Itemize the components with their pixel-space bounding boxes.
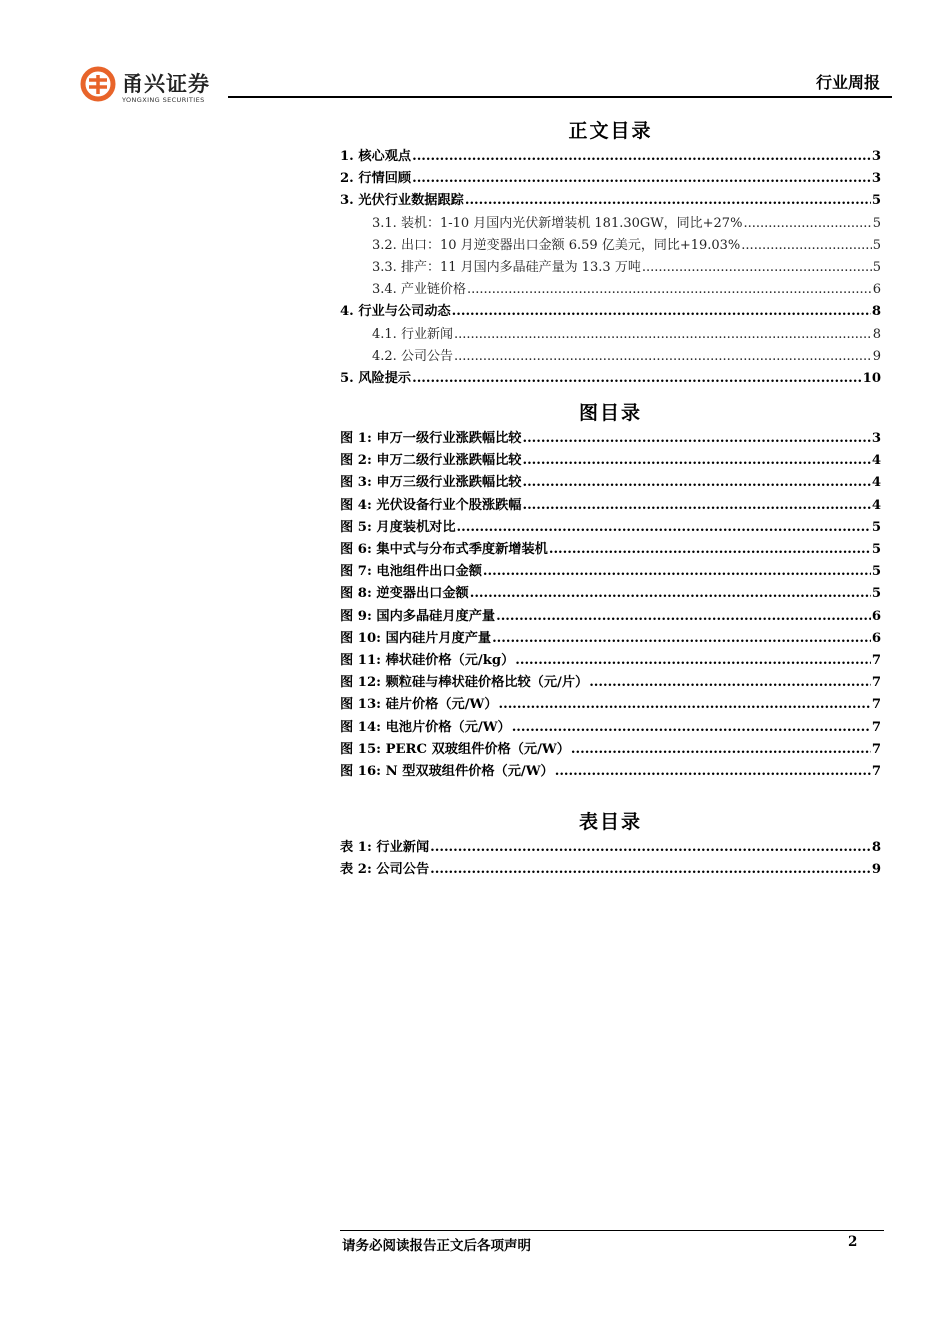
figure-entry[interactable] xyxy=(340,739,881,761)
leader-dots xyxy=(571,739,871,761)
figure-entry-label: 图 10: 国内硅片月度产量 xyxy=(340,630,492,646)
footer-divider xyxy=(340,1230,884,1231)
toc-entry-label: 3.1. 装机：1-10 月国内光伏新增装机 181.30GW，同比+27% xyxy=(372,215,743,231)
toc-entry-page: 5 xyxy=(872,237,881,253)
toc-entry[interactable] xyxy=(340,368,881,390)
toc-entry[interactable] xyxy=(340,346,881,368)
figure-entry[interactable] xyxy=(340,628,881,650)
toc-entry[interactable] xyxy=(340,213,881,235)
toc-entry-label: 4.1. 行业新闻 xyxy=(372,326,453,342)
leader-dots xyxy=(496,606,871,628)
figure-entry-page: 7 xyxy=(871,719,881,735)
figure-entry[interactable] xyxy=(340,583,881,605)
figure-entry-page: 6 xyxy=(871,608,881,624)
figures-title: 图目录 xyxy=(578,402,642,425)
table-entry-label: 表 1: 行业新闻 xyxy=(340,840,430,856)
toc-entry-page: 3 xyxy=(871,171,881,187)
header-divider xyxy=(228,96,892,98)
leader-dots xyxy=(465,190,871,212)
footer-disclaimer: 请务必阅读报告正文后各项声明 xyxy=(342,1238,531,1254)
toc-entry-label: 3.3. 排产：11 月国内多晶硅产量为 13.3 万吨 xyxy=(372,259,641,275)
leader-dots xyxy=(743,213,871,235)
toc-title: 正文目录 xyxy=(568,120,653,142)
figure-entry[interactable] xyxy=(340,495,881,517)
toc-entry-label: 3. 光伏行业数据跟踪 xyxy=(340,193,464,209)
figure-entry[interactable] xyxy=(340,428,881,450)
report-type-label: 行业周报 xyxy=(815,73,880,92)
figure-entry-page: 7 xyxy=(871,652,881,668)
toc-entry-page: 5 xyxy=(872,215,881,231)
figure-entry-label: 图 14: 电池片价格（元/W） xyxy=(340,719,511,735)
toc-entry[interactable] xyxy=(340,146,881,168)
figure-entry-page: 5 xyxy=(871,519,881,535)
leader-dots xyxy=(522,450,870,472)
toc-list xyxy=(340,146,881,390)
logo-text-cn: 甬兴证券 xyxy=(122,72,210,96)
toc-entry-page: 3 xyxy=(871,149,881,164)
figure-entry[interactable] xyxy=(340,472,881,494)
figure-entry[interactable] xyxy=(340,761,881,783)
figure-entry-page: 7 xyxy=(871,741,881,757)
figure-entry[interactable] xyxy=(340,539,881,561)
figure-entry-label: 图 1: 申万一级行业涨跌幅比较 xyxy=(340,431,522,447)
toc-entry-label: 5. 风险提示 xyxy=(340,370,412,386)
figure-entry-label: 图 2: 申万二级行业涨跌幅比较 xyxy=(340,453,522,469)
figure-entry-page: 5 xyxy=(871,542,881,557)
figure-entry-label: 图 4: 光伏设备行业个股涨跌幅 xyxy=(340,497,522,513)
leader-dots xyxy=(555,761,871,783)
toc-entry[interactable] xyxy=(340,168,881,190)
figure-entry[interactable] xyxy=(340,672,881,694)
logo-text-en: YONGXING SECURITIES xyxy=(122,96,205,104)
toc-entry-page: 8 xyxy=(871,304,881,320)
leader-dots xyxy=(589,672,871,694)
figure-entry[interactable] xyxy=(340,450,881,472)
figure-entry-page: 4 xyxy=(871,475,881,491)
leader-dots xyxy=(452,301,871,323)
toc-entry-page: 9 xyxy=(872,348,881,364)
figure-entry[interactable] xyxy=(340,517,881,539)
figure-entry[interactable] xyxy=(340,717,881,739)
figure-entry[interactable] xyxy=(340,561,881,583)
figure-entry-page: 6 xyxy=(871,630,881,646)
leader-dots xyxy=(549,539,871,561)
leader-dots xyxy=(522,428,870,450)
toc-entry[interactable] xyxy=(340,257,881,279)
toc-entry-label: 2. 行情回顾 xyxy=(340,171,412,187)
toc-entry-page: 5 xyxy=(872,259,881,275)
leader-dots xyxy=(412,168,871,190)
toc-entry-label: 4. 行业与公司动态 xyxy=(340,304,451,320)
figure-entry-label: 图 15: PERC 双玻组件价格（元/W） xyxy=(340,741,570,757)
toc-entry-page: 8 xyxy=(872,326,881,342)
figure-entry-label: 图 11: 棒状硅价格（元/kg） xyxy=(340,652,515,668)
figure-entry-page: 5 xyxy=(871,564,881,580)
toc-entry[interactable] xyxy=(340,279,881,301)
toc-entry[interactable] xyxy=(340,235,881,257)
leader-dots xyxy=(430,859,871,881)
toc-entry[interactable] xyxy=(340,190,881,212)
leader-dots xyxy=(522,472,870,494)
toc-entry-page: 10 xyxy=(862,370,881,386)
yongxing-logo-icon xyxy=(80,66,116,102)
leader-dots xyxy=(457,517,871,539)
figure-entry-page: 3 xyxy=(871,431,881,447)
leader-dots xyxy=(512,717,871,739)
leader-dots xyxy=(515,650,871,672)
leader-dots xyxy=(454,324,872,346)
figure-entry-label: 图 8: 逆变器出口金额 xyxy=(340,586,469,602)
figure-entry-label: 图 6: 集中式与分布式季度新增装机 xyxy=(340,542,548,557)
figure-entry[interactable] xyxy=(340,694,881,716)
leader-dots xyxy=(492,628,871,650)
table-entry-page: 8 xyxy=(871,840,881,856)
figure-entry-label: 图 9: 国内多晶硅月度产量 xyxy=(340,608,496,624)
figure-entry[interactable] xyxy=(340,650,881,672)
leader-dots xyxy=(642,257,872,279)
toc-entry-page: 6 xyxy=(872,282,881,298)
figures-list xyxy=(340,428,881,783)
leader-dots xyxy=(522,495,870,517)
leader-dots xyxy=(412,146,871,168)
leader-dots xyxy=(483,561,871,583)
leader-dots xyxy=(499,694,871,716)
toc-entry-page: 5 xyxy=(871,193,881,209)
table-entry[interactable] xyxy=(340,837,881,859)
page-number: 2 xyxy=(848,1234,858,1250)
leader-dots xyxy=(470,583,871,605)
figure-entry-page: 4 xyxy=(871,453,881,469)
table-entry-label: 表 2: 公司公告 xyxy=(340,862,430,878)
figure-entry-page: 5 xyxy=(871,586,881,602)
table-of-contents-page xyxy=(340,116,881,881)
table-entry[interactable] xyxy=(340,859,881,881)
leader-dots xyxy=(454,346,872,368)
figure-entry-page: 7 xyxy=(871,697,881,713)
tables-list xyxy=(340,837,881,881)
figure-entry-label: 图 12: 颗粒硅与棒状硅价格比较（元/片） xyxy=(340,675,589,691)
figure-entry-label: 图 3: 申万三级行业涨跌幅比较 xyxy=(340,475,522,491)
figure-entry-label: 图 16: N 型双玻组件价格（元/W） xyxy=(340,763,554,779)
leader-dots xyxy=(467,279,872,301)
tables-title: 表目录 xyxy=(578,811,642,834)
toc-entry-label: 1. 核心观点 xyxy=(340,149,412,164)
leader-dots xyxy=(430,837,871,859)
figure-entry-page: 4 xyxy=(871,497,881,513)
leader-dots xyxy=(741,235,871,257)
figure-entry-label: 图 7: 电池组件出口金额 xyxy=(340,564,482,580)
company-logo xyxy=(80,66,230,110)
figure-entry-label: 图 5: 月度装机对比 xyxy=(340,519,456,535)
toc-entry[interactable] xyxy=(340,324,881,346)
figure-entry-page: 7 xyxy=(871,675,881,691)
figure-entry[interactable] xyxy=(340,606,881,628)
toc-entry-label: 3.2. 出口：10 月逆变器出口金额 6.59 亿美元，同比+19.03% xyxy=(372,237,741,253)
figure-entry-label: 图 13: 硅片价格（元/W） xyxy=(340,697,498,713)
table-entry-page: 9 xyxy=(871,862,881,878)
figure-entry-page: 7 xyxy=(871,763,881,779)
toc-entry-label: 4.2. 公司公告 xyxy=(372,348,453,364)
toc-entry-label: 3.4. 产业链价格 xyxy=(372,282,466,298)
toc-entry[interactable] xyxy=(340,301,881,323)
leader-dots xyxy=(412,368,862,390)
